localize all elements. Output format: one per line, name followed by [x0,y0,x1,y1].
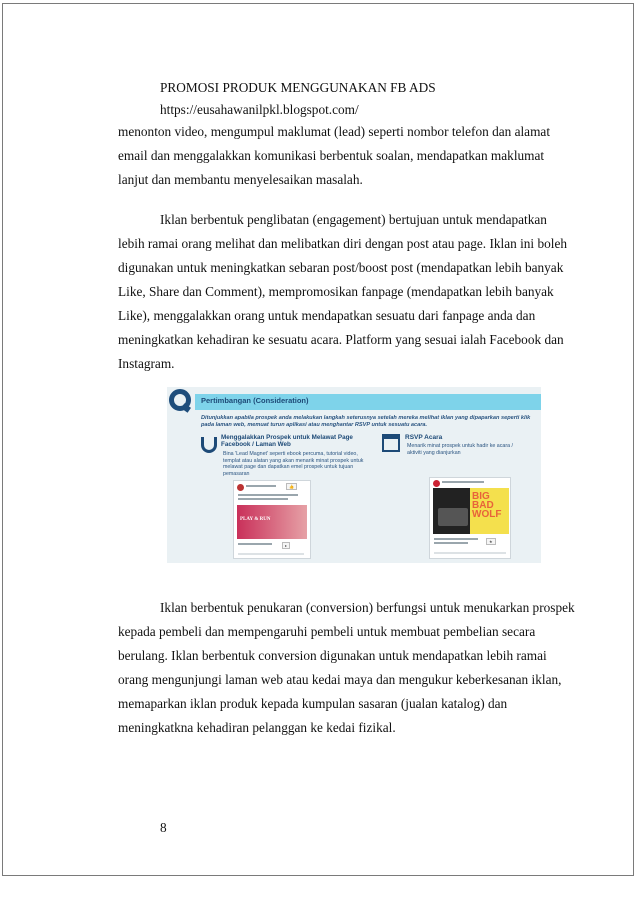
section1-title-line: Facebook / Laman Web [221,441,291,448]
piano-graphic [438,508,468,526]
calendar-icon [382,434,400,452]
interested-button: ★ [486,538,496,545]
facebook-ad-card-right [429,477,511,559]
blog-url: https://eusahawanilpkl.blogspot.com/ [160,102,359,117]
paragraph2-line: meningkatkan kehadiran ke sesuatu acara. Platform yang sesuai ialah Facebook dan [118,332,564,347]
text-placeholder [442,481,484,483]
paragraph2-line: lebih ramai orang melihat dan melibatkan diri dengan post atau page. Iklan ini boleh [118,236,567,251]
promo-image [237,505,307,539]
section1-title-line: Menggalakkan Prospek untuk Melawat Page [221,434,353,441]
paragraph1-line: menonton video, mengumpul maklumat (lead) seperti nombor telefon dan alamat [118,124,551,139]
paragraph3-line: memaparkan iklan produk kepada kumpulan sasaran (jualan katalog) dan [118,696,508,711]
section1-bullet: Bina 'Lead Magnet' seperti ebook percuma, tutorial video, templat atau alatan yang akan menarik minat prospek untuk melawat page dan dapatkan emel prospek untuk tujuan pemasaran [223,451,364,477]
promo-image-text: PLAY & RUN [240,517,271,522]
divider [434,552,506,554]
text-placeholder [238,498,288,500]
section1-title [221,434,353,448]
document-title: PROMOSI PRODUK MENGGUNAKAN FB ADS [160,80,436,95]
magnet-icon [201,437,217,453]
paragraph3-line: meningkatkna kehadiran pelanggan ke kedai fizikal. [118,720,396,735]
section2-title: RSVP Acara [405,434,443,441]
text-placeholder [246,485,276,487]
avatar [237,484,244,491]
facebook-ad-card-left [233,480,311,559]
paragraph2-line: Like, Share dan Comment), mempromosikan fanpage (mendapatkan lebih banyak [118,284,554,299]
text-placeholder [434,538,478,540]
like-page-button: 👍 [286,483,297,490]
paragraph3-line: Iklan berbentuk penukaran (conversion) berfungsi untuk menukarkan prospek [160,600,575,615]
paragraph2-line: Instagram. [118,356,175,371]
paragraph3-line: berulang. Iklan berbentuk conversion digunakan untuk mendapatkan lebih ramai [118,648,547,663]
paragraph3-line: kepada pembeli dan mempengaruhi pembeli untuk membuat pembelian secara [118,624,536,639]
text-placeholder [238,543,272,545]
cta-button: ▸ [282,542,290,549]
divider [238,553,304,555]
paragraph1-line: lanjut dan membantu menyelesaikan masalah. [118,172,363,187]
paragraph2-line: digunakan untuk meningkatkan sebaran post/boost post (mendapatkan lebih banyak [118,260,564,275]
paragraph2-line: Like), menggalakkan orang untuk mendapatkan sesuatu dari fanpage anda dan [118,308,536,323]
text-placeholder [238,494,298,496]
section2-bullet: Menarik minat prospek untuk hadir ke acara / aktiviti yang dianjurkan [407,443,513,456]
paragraph1-line: email dan menggalakkan komunikasi berbentuk soalan, mendapatkan maklumat [118,148,545,163]
paragraph2-line: Iklan berbentuk penglibatan (engagement) bertujuan untuk mendapatkan [160,212,547,227]
avatar [433,480,440,487]
consideration-slide-image [167,387,541,563]
slide-banner-title: Pertimbangan (Consideration) [201,396,309,405]
event-image-text: BIG BAD WOLF [472,491,502,520]
text-placeholder [434,542,468,544]
slide-description: Ditunjukkan apabila prospek anda melakukan langkah seterusnya setelah mereka melihat iklan yang dipaparkan seperti klik pada laman web, memuat turun aplikasi atau menghantar RSVP untuk sesuatu acara. [201,415,531,428]
paragraph3-line: orang mengunjungi laman web atau kedai maya dan mengukur keberkesanan iklan, [118,672,562,687]
page-number: 8 [160,820,167,835]
